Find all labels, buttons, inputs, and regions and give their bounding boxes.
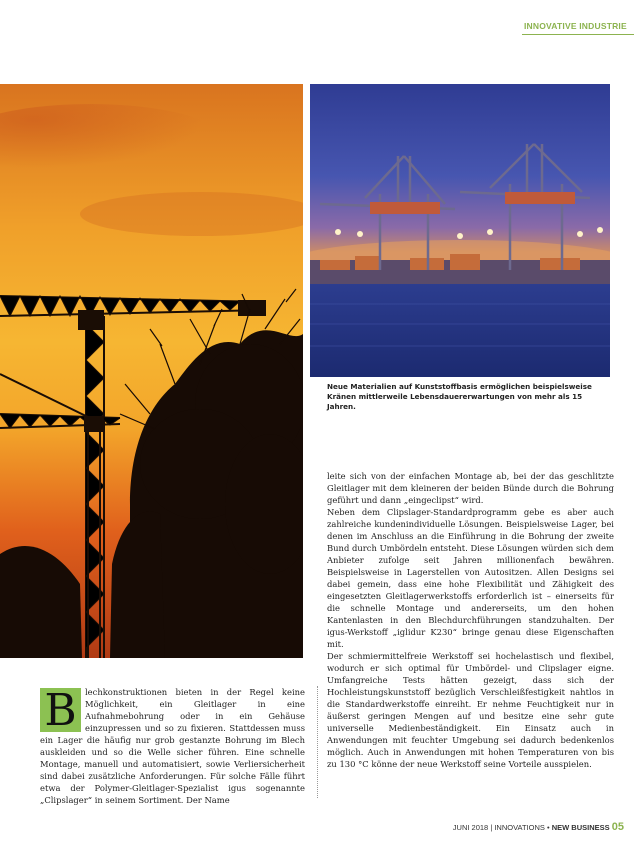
article-text: lechkonstruktionen bieten in der Regel keine Möglichkeit, ein Gleitlager in eine Aufnahmebohrung oder in ein Gehäuse einzupressen und so zu fixieren. Stattdessen muss ein Lager die häufig nur grob gestanzte Bohrung im Blech auskleiden und so die Welle sicher führen. Eine schnelle Montage, manuell und automatisiert, sowie Verliersicherheit sind dabei zusätzliche Anforderungen. Für solche Fälle führt etwa der Polymer-Gleitlager-Spezialist igus sogenannte „Clipslager“ in seinem Sortiment. Der Name: [40, 687, 305, 805]
article-paragraph: [40, 686, 305, 806]
page-number: 05: [611, 821, 624, 833]
footer-brand: NEW BUSINESS: [551, 823, 610, 832]
section-tag: INNOVATIVE INDUSTRIE: [524, 21, 627, 31]
article-paragraph: Der schmiermittelfreie Werkstoff sei hochelastisch und flexibel, wodurch er sich optimal für Umbördel- und Clipslager eigne. Umfangreiche Tests hätten gezeigt, dass sich der Hochleistungskunststoff bezüglich Verschleißfestigkeit nahtlos in die Standardwerkstoffe einreiht. Er nehme Feuchtigkeit nur in äußerst geringen Mengen auf und besitze eine sehr gute universelle Medienbeständigkeit. Ein Einsatz auch in Anwendungen mit feuchter Umgebung sei dadurch bedenkenlos möglich. Auch in Anwendungen mit hohen Temperaturen von bis zu 130 °C könne der neue Werkstoff seine Vorteile ausspielen.: [327, 651, 614, 769]
footer-issue: JUNI 2018 | INNOVATIONS •: [452, 823, 550, 832]
dropcap: B: [40, 688, 81, 732]
article-paragraph: leite sich von der einfachen Montage ab, bei der das geschlitzte Gleitlager mit dem kleineren der beiden Bünde durch die Bohrung geführt und dann „eingeclipst“ wird.: [327, 471, 614, 505]
column-divider: [317, 686, 318, 798]
port-cranes-photo: [310, 84, 610, 377]
article-column-right: [327, 470, 614, 770]
section-rule: [522, 34, 634, 35]
article-paragraph: Neben dem Clipslager-Standardprogramm gebe es aber auch zahlreiche kundenindividuelle Lösungen. Beispielsweise Lager, bei denen im Anschluss an die Einführung in die Bohrung der zweite Bund durch Umbördeln entsteht. Diese Lösungen würden sich dem Anbieter zufolge seit Jahren millionenfach bewähren. Beispielsweise in Lagerstellen von Autositzen. Allen Designs sei dabei gemein, dass eine hohe Flexibilität und Zähigkeit des eingesetzten Gleitlagerwerkstoffs erforderlich ist – einerseits für die schnelle Montage und andererseits, um den hohen Kantenlasten in den Blechdurchführungen standzuhalten. Der igus-Werkstoff „iglidur K230“ bringe genau diese Eigenschaften mit.: [327, 507, 614, 649]
crane-sunset-photo: [0, 84, 303, 658]
article-column-left: [40, 686, 305, 806]
page-footer: [453, 821, 624, 833]
image-caption: Neue Materialien auf Kunststoffbasis ermöglichen beispielsweise Kränen mittlerweile Lebensdauererwartungen von mehr als 15 Jahren.: [327, 382, 592, 411]
